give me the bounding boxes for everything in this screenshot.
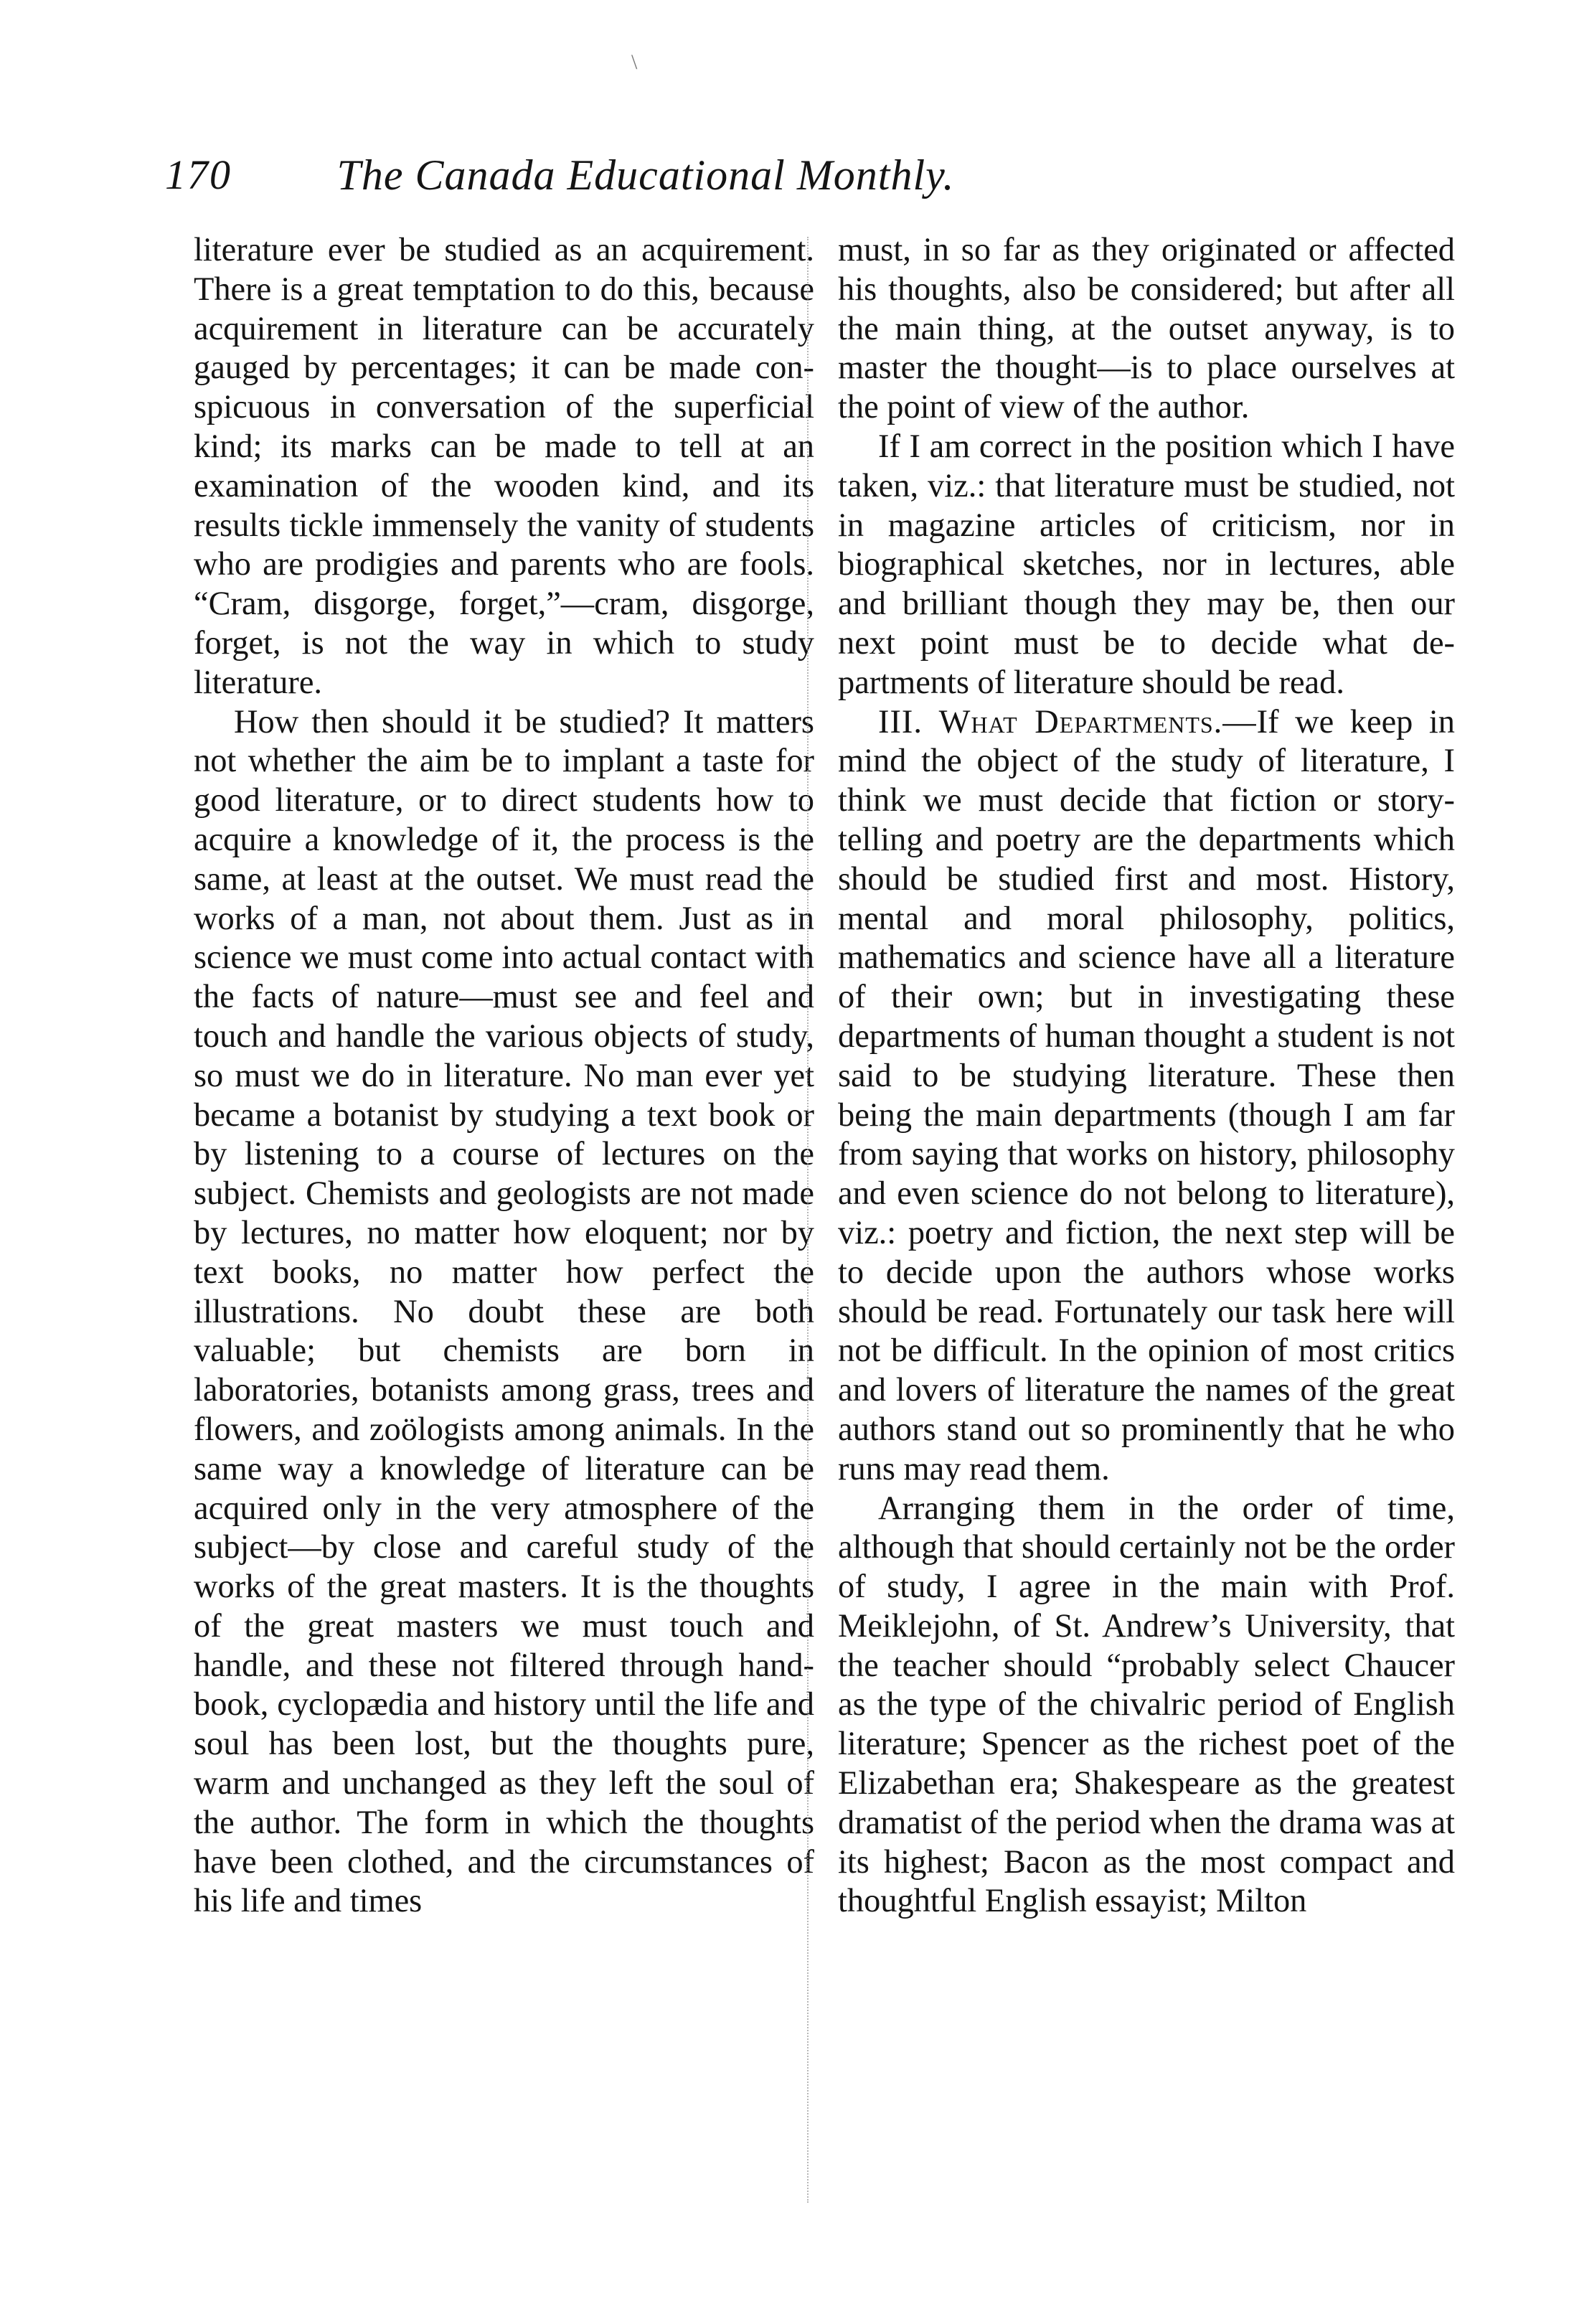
page-number: 170 xyxy=(165,151,232,198)
column-divider xyxy=(807,237,809,2203)
page-specks: \ xyxy=(631,50,638,74)
left-paragraph-1: literature ever be studied as an acquirement. There is a great temptation to do this, because acquirement in literature can be accurately gauged by percentages; it can be made conspicuous in conversation of the superficial kind; its marks can be made to tell at an examination of the wooden kind, and its results tickle immensely the vanity of students who are prodigies and parents who are fools. “Cram, disgorge, forget,”—cram, disgorge, forget, is not the way in which to study literature. xyxy=(194,232,814,701)
running-title: The Canada Educational Monthly. xyxy=(336,151,955,199)
right-paragraph-3 xyxy=(838,703,1455,1490)
left-column xyxy=(194,231,814,1921)
page-header xyxy=(165,151,1126,201)
left-paragraph-2: How then should it be studied? It matters not whether the aim be to implant a taste for good literature, or to direct students how to acquire a knowledge of it, the process is the same, at least at the outset. We must read the works of a man, not about them. Just as in science we must come into actual contact with the facts of nature—must see and feel and touch and handle the various objects of study, so must we do in literature. No man ever yet became a botanist by studying a text book or by listening to a course of lectures on the subject. Chemists and geologists are not made by lectures, no matter how eloquent; nor by text books, no matter how perfect the illustrations. No doubt these are both valuable; but chemists are born in laboratories, botanists among grass, trees and flowers, and zoölogists among animals. In the same way a knowledge of literature can be acquired only in the very atmosphere of the subject—by close and careful study of the works of the great masters. It is the thoughts of the great masters we must touch and handle, and these not filtered through hand-book, cyclopædia and history until the life and soul has been lost, but the thoughts pure, warm and unchanged as they left the soul of the author. The form in which the thoughts have been clothed, and the circumstances of his life and times xyxy=(194,703,814,1920)
right-paragraph-3-text: If we keep in mind the object of the study of literature, I think we must decide that fiction or story-telling and poetry are the departments which should be studied first and most. History, mental and moral philosophy, politics, mathematics and science have all a literature of their own; but in investigating these departments of human thought a student is not said to be studying literature. These then being the main departments (though I am far from saying that works on history, philosophy and even science do not belong to literature), viz.: poetry and fiction, the next step will be to decide upon the authors whose works should be read. Fortunately our task here will not be difficult. In the opinion of most critics and lovers of literature the names of the great authors stand out so prominently that he who runs may read them. xyxy=(838,703,1455,1487)
section-heading: III. What Departments.— xyxy=(878,703,1257,740)
right-paragraph-4: Arranging them in the order of time, although that should certainly not be the order of study, I agree in the main with Prof. Meiklejohn, of St. Andrew’s University, that the teacher should “probably select Chaucer as the type of the chivalric period of English literature; Spencer as the richest poet of the Elizabethan era; Shakespeare as the greatest dramatist of the period when the drama was at its highest; Bacon as the most compact and thoughtful English essayist; Milton xyxy=(838,1490,1455,1920)
right-column xyxy=(838,231,1455,1921)
right-paragraph-2: If I am correct in the position which I have taken, viz.: that literature must be studied, not in magazine articles of criticism, nor in biographical sketches, nor in lectures, able and brilliant though they may be, then our next point must be to decide what departments of literature should be read. xyxy=(838,428,1455,701)
right-paragraph-1: must, in so far as they originated or affected his thoughts, also be considered; but after all the main thing, at the outset anyway, is to master the thought—is to place ourselves at the point of view of the author. xyxy=(838,232,1455,426)
